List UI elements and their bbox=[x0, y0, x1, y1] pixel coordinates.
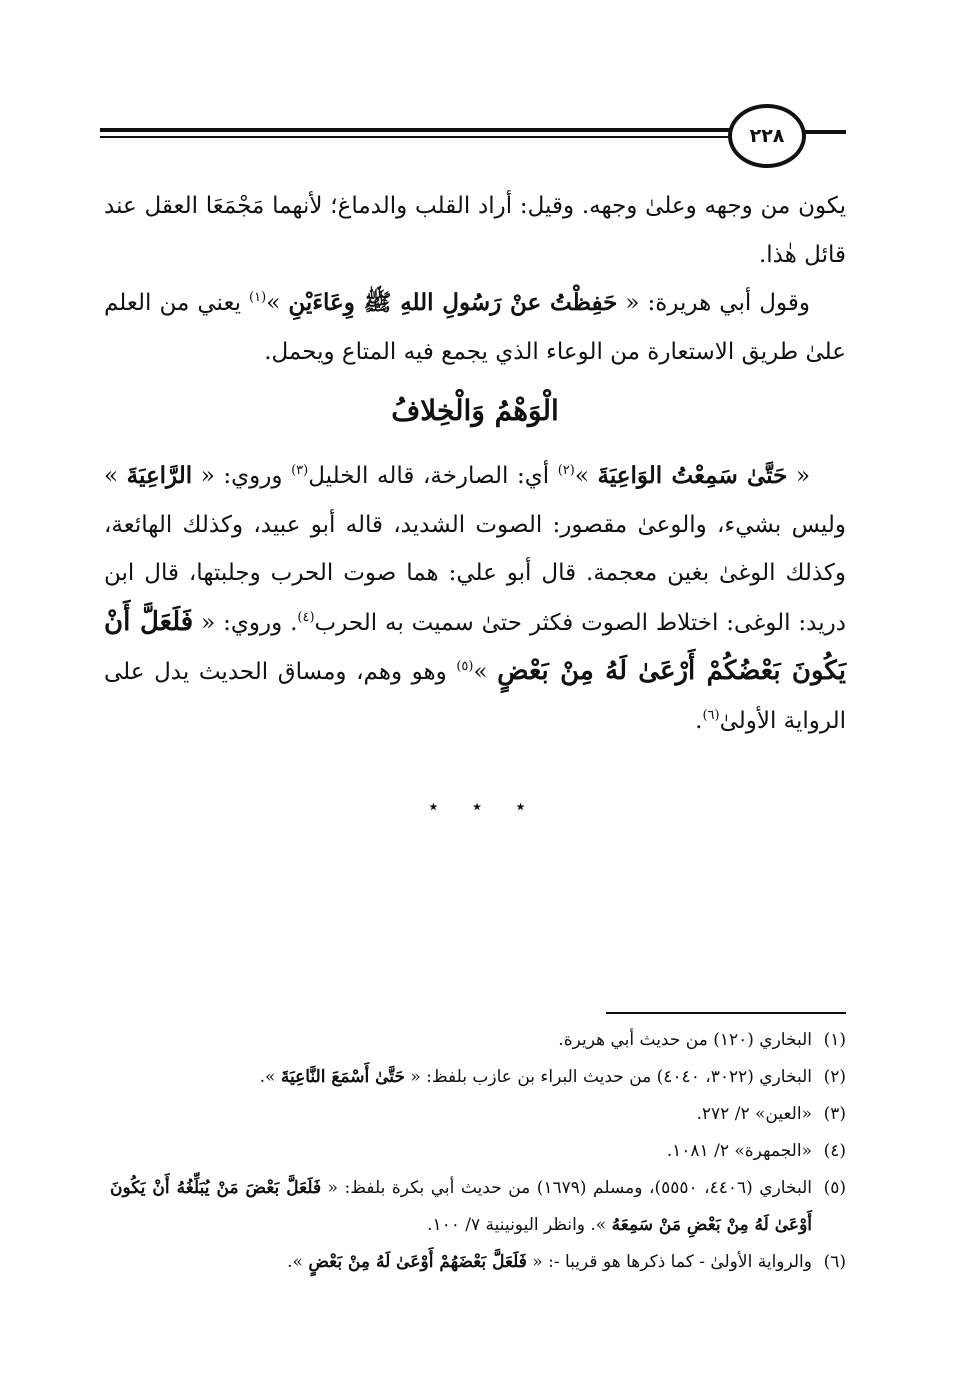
footnote-number: (١) bbox=[823, 1030, 846, 1050]
hadith-quote: الرَّاعِيَةَ bbox=[126, 462, 193, 489]
footnote-text: البخاري (١٢٠) من حديث أبي هريرة. bbox=[558, 1030, 812, 1050]
footnote-ref-3: (٣) bbox=[291, 462, 309, 478]
hadith-quote: حَفِظْتُ عنْ رَسُولِ اللهِ ﷺ وِعَاءَيْنِ bbox=[288, 289, 618, 316]
footnote-5 bbox=[110, 1170, 846, 1244]
header-rule-thick bbox=[100, 128, 731, 132]
text-span: أي: الصارخة، قاله الخليل bbox=[308, 463, 558, 489]
asterisk-icon: ٭ bbox=[515, 796, 526, 817]
section-separator bbox=[0, 796, 954, 817]
page-number: ٢٢٨ bbox=[728, 104, 806, 168]
footnote-number: (٢) bbox=[823, 1067, 846, 1087]
asterisk-icon: ٭ bbox=[472, 796, 482, 817]
text-span: يعني من العلم علىٰ طريق الاستعارة من الوعاء الذي يجمع فيه المتاع ويحمل. bbox=[104, 290, 846, 365]
footnote-text: «العين» ٢/ ٢٧٢. bbox=[696, 1104, 812, 1124]
text-span: » bbox=[473, 659, 498, 685]
footnote-number: (٤) bbox=[823, 1141, 846, 1161]
text-span: . وروي: « bbox=[193, 609, 298, 636]
text-span: البخاري (٣٠٢٢، ٤٠٤٠) من حديث البراء بن عازب بلفظ: « bbox=[404, 1067, 812, 1087]
text-span: « bbox=[787, 463, 811, 489]
paragraph-2 bbox=[104, 279, 846, 376]
footnote-3 bbox=[110, 1096, 846, 1133]
text-span: . bbox=[695, 707, 703, 734]
footnote-ref-4: (٤) bbox=[297, 609, 315, 625]
footnote-1 bbox=[110, 1022, 846, 1059]
page-header bbox=[100, 104, 846, 164]
hadith-quote: فَلَعَلَّ بَعْضَهُمْ أَوْعَىٰ لَهُ مِنْ بَعْضٍ bbox=[308, 1252, 527, 1272]
footnote-ref-1: (١) bbox=[249, 289, 267, 305]
asterisk-icon: ٭ bbox=[428, 796, 439, 817]
header-rule-thin bbox=[100, 136, 731, 138]
hadith-quote: فَلَعَلَّ بَعْضَ مَنْ يُبَلِّغُهُ أَنْ يَكُونَ أَوْعَىٰ لَهُ مِنْ بَعْضِ مَنْ سَمِعَهُ bbox=[110, 1178, 812, 1235]
text-span: وقول أبي هريرة: « bbox=[617, 290, 810, 316]
footnote-text bbox=[110, 1244, 812, 1281]
footnote-ref-2: (٢) bbox=[557, 462, 575, 478]
paragraph-3 bbox=[104, 452, 846, 745]
footnote-2 bbox=[110, 1059, 846, 1096]
footnotes bbox=[110, 1022, 846, 1281]
footnote-number: (٦) bbox=[823, 1252, 846, 1272]
footnote-ref-6: (٦) bbox=[702, 707, 720, 723]
footnote-divider bbox=[606, 1012, 846, 1014]
text-span: وروي: « bbox=[192, 463, 292, 489]
footnote-text bbox=[110, 1059, 812, 1096]
text-span: » bbox=[266, 290, 289, 316]
text-span: البخاري (٤٤٠٦، ٥٥٥٠)، ومسلم (١٦٧٩) من حديث أبي بكرة بلفظ: « bbox=[321, 1178, 812, 1198]
main-text bbox=[104, 182, 846, 745]
hadith-quote: حَتَّىٰ أَسْمَعَ النَّاعِيَةَ bbox=[280, 1067, 405, 1087]
text-span: وهو وهم، ومساق الحديث يدل على الرواية الأولىٰ bbox=[104, 659, 846, 734]
footnote-number: (٣) bbox=[823, 1104, 846, 1124]
footnote-ref-5: (٥) bbox=[456, 658, 474, 674]
footnote-number: (٥) bbox=[823, 1178, 846, 1198]
text-span: والرواية الأولىٰ - كما ذكرها هو قريبا -: « bbox=[526, 1252, 812, 1272]
footnote-6 bbox=[110, 1244, 846, 1281]
section-heading: الْوَهْمُ وَالْخِلافُ bbox=[391, 394, 559, 427]
text-span: » وليس بشيء، والوعىٰ مقصور: الصوت الشديد، قاله أبو عبيد، وكذلك الهائعة، وكذلك الوغىٰ بغين معجمة. قال أبو علي: هما صوت الحرب وجلبتها، قال ابن دريد: الوغى: اختلاط الصوت فكثر حتىٰ سميت به الحرب bbox=[104, 463, 847, 636]
hadith-quote: حَتَّىٰ سَمِعْتُ الوَاعِيَةَ bbox=[597, 462, 788, 489]
hadith-quote: فَلَعَلَّ أَنْ يَكُونَ بَعْضُكُمْ أَرْعَىٰ لَهُ مِنْ بَعْضٍ bbox=[104, 606, 847, 686]
paragraph-1: يكون من وجهه وعلىٰ وجهه. وقيل: أراد القلب والدماغ؛ لأنهما مَجْمَعَا العقل عند قائل هٰذا. bbox=[104, 193, 846, 268]
text-span: ». bbox=[287, 1252, 309, 1272]
text-span: ». bbox=[259, 1067, 281, 1087]
text-span: ». وانظر اليونينية ٧/ ١٠٠. bbox=[427, 1215, 612, 1235]
footnote-text: «الجمهرة» ٢/ ١٠٨١. bbox=[666, 1141, 812, 1161]
footnote-text bbox=[110, 1170, 812, 1244]
text-span: » bbox=[574, 463, 598, 489]
footnote-4 bbox=[110, 1133, 846, 1170]
